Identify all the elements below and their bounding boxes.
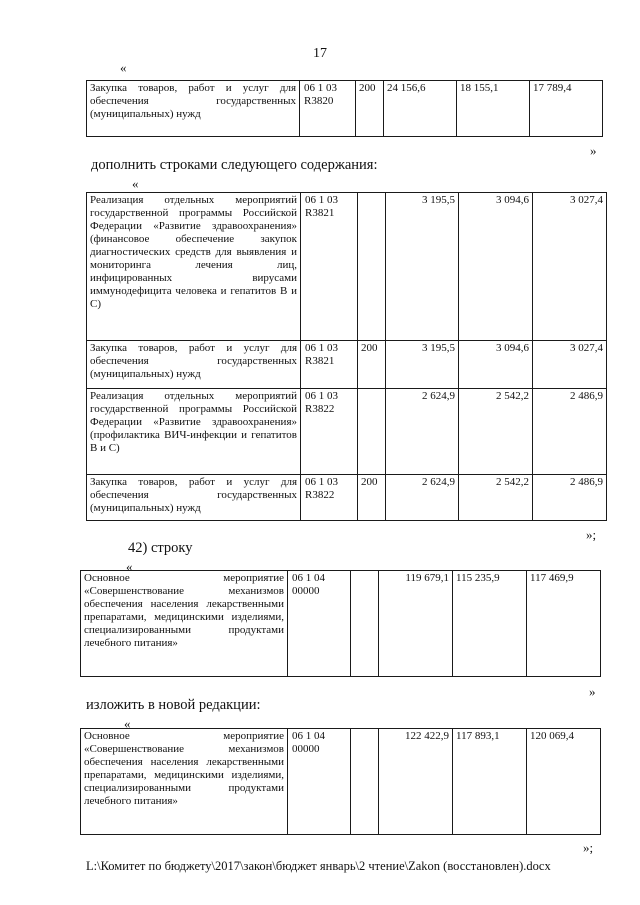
row-value-1: 119 679,1 [379, 571, 453, 677]
table-row [87, 389, 607, 475]
row-vr: 200 [356, 81, 384, 137]
table-row [87, 81, 603, 137]
row-value-2: 117 893,1 [453, 729, 527, 835]
row-value-2: 2 542,2 [459, 389, 533, 475]
open-quote: « [132, 176, 139, 191]
row-code: 06 1 03 R3821 [301, 193, 358, 341]
footer-file-path: L:\Комитет по бюджету\2017\закон\бюджет январь\2 чтение\Zakon (восстановлен).docx [86, 859, 551, 873]
table-row [87, 475, 607, 521]
row-value-1: 3 195,5 [386, 341, 459, 389]
budget-table-added [86, 192, 607, 521]
row-value-3: 2 486,9 [533, 389, 607, 475]
row-vr: 200 [358, 475, 386, 521]
row-value-2: 115 235,9 [453, 571, 527, 677]
open-quote: « [120, 60, 127, 75]
row-code: 06 1 04 00000 [288, 571, 351, 677]
close-quote: » [589, 684, 596, 699]
row-vr [351, 571, 379, 677]
row-name: Закупка товаров, работ и услуг для обеспечения государственных (муниципальных) нужд [87, 475, 301, 521]
table-row [81, 571, 601, 677]
row-value-1: 2 624,9 [386, 475, 459, 521]
row-name: Реализация отдельных мероприятий государственной программы Российской Федерации «Развитие здравоохранения» (профилактика ВИЧ-инфекции и гепатитов В и С) [87, 389, 301, 475]
row-code: 06 1 03 R3822 [301, 389, 358, 475]
budget-table-line-42-new [80, 728, 601, 835]
row-value-1: 24 156,6 [384, 81, 457, 137]
row-value-1: 2 624,9 [386, 389, 459, 475]
section-heading: дополнить строками следующего содержания: [91, 157, 378, 173]
row-value-3: 17 789,4 [530, 81, 603, 137]
row-value-3: 117 469,9 [527, 571, 601, 677]
open-quote: « [124, 716, 131, 731]
row-vr [351, 729, 379, 835]
row-value-3: 120 069,4 [527, 729, 601, 835]
section-heading: 42) строку [128, 540, 193, 556]
row-vr [358, 193, 386, 341]
close-quote: » [590, 143, 597, 158]
budget-table-line-42 [80, 570, 601, 677]
row-code: 06 1 03 R3822 [301, 475, 358, 521]
row-name: Основное мероприятие «Совершенствование механизмов обеспечения населения лекарственными препаратами, медицинскими изделиями, специализированными продуктами лечебного питания» [81, 571, 288, 677]
close-quote: »; [586, 527, 597, 542]
row-name: Основное мероприятие «Совершенствование механизмов обеспечения населения лекарственными препаратами, медицинскими изделиями, специализированными продуктами лечебного питания» [81, 729, 288, 835]
close-quote: »; [583, 840, 594, 855]
section-heading: изложить в новой редакции: [86, 697, 261, 713]
row-vr [358, 389, 386, 475]
row-code: 06 1 03 R3820 [300, 81, 356, 137]
row-name: Закупка товаров, работ и услуг для обеспечения государственных (муниципальных) нужд [87, 341, 301, 389]
row-value-1: 122 422,9 [379, 729, 453, 835]
row-value-2: 2 542,2 [459, 475, 533, 521]
row-value-3: 2 486,9 [533, 475, 607, 521]
budget-table-existing [86, 80, 603, 137]
row-value-2: 18 155,1 [457, 81, 530, 137]
row-code: 06 1 03 R3821 [301, 341, 358, 389]
row-name: Реализация отдельных мероприятий государственной программы Российской Федерации «Развитие здравоохранения» (финансовое обеспечение закупок диагностических средств для выявления и мониторинга лечения лиц, инфицированных вирусами иммунодефицита человека и гепатитов В и С) [87, 193, 301, 341]
table-row [81, 729, 601, 835]
row-value-2: 3 094,6 [459, 193, 533, 341]
row-code: 06 1 04 00000 [288, 729, 351, 835]
table-row [87, 341, 607, 389]
table-row [87, 193, 607, 341]
row-vr: 200 [358, 341, 386, 389]
page-number: 17 [313, 46, 327, 61]
row-value-3: 3 027,4 [533, 193, 607, 341]
row-value-1: 3 195,5 [386, 193, 459, 341]
row-value-3: 3 027,4 [533, 341, 607, 389]
open-quote: « [126, 559, 133, 574]
row-value-2: 3 094,6 [459, 341, 533, 389]
row-name: Закупка товаров, работ и услуг для обеспечения государственных (муниципальных) нужд [87, 81, 300, 137]
